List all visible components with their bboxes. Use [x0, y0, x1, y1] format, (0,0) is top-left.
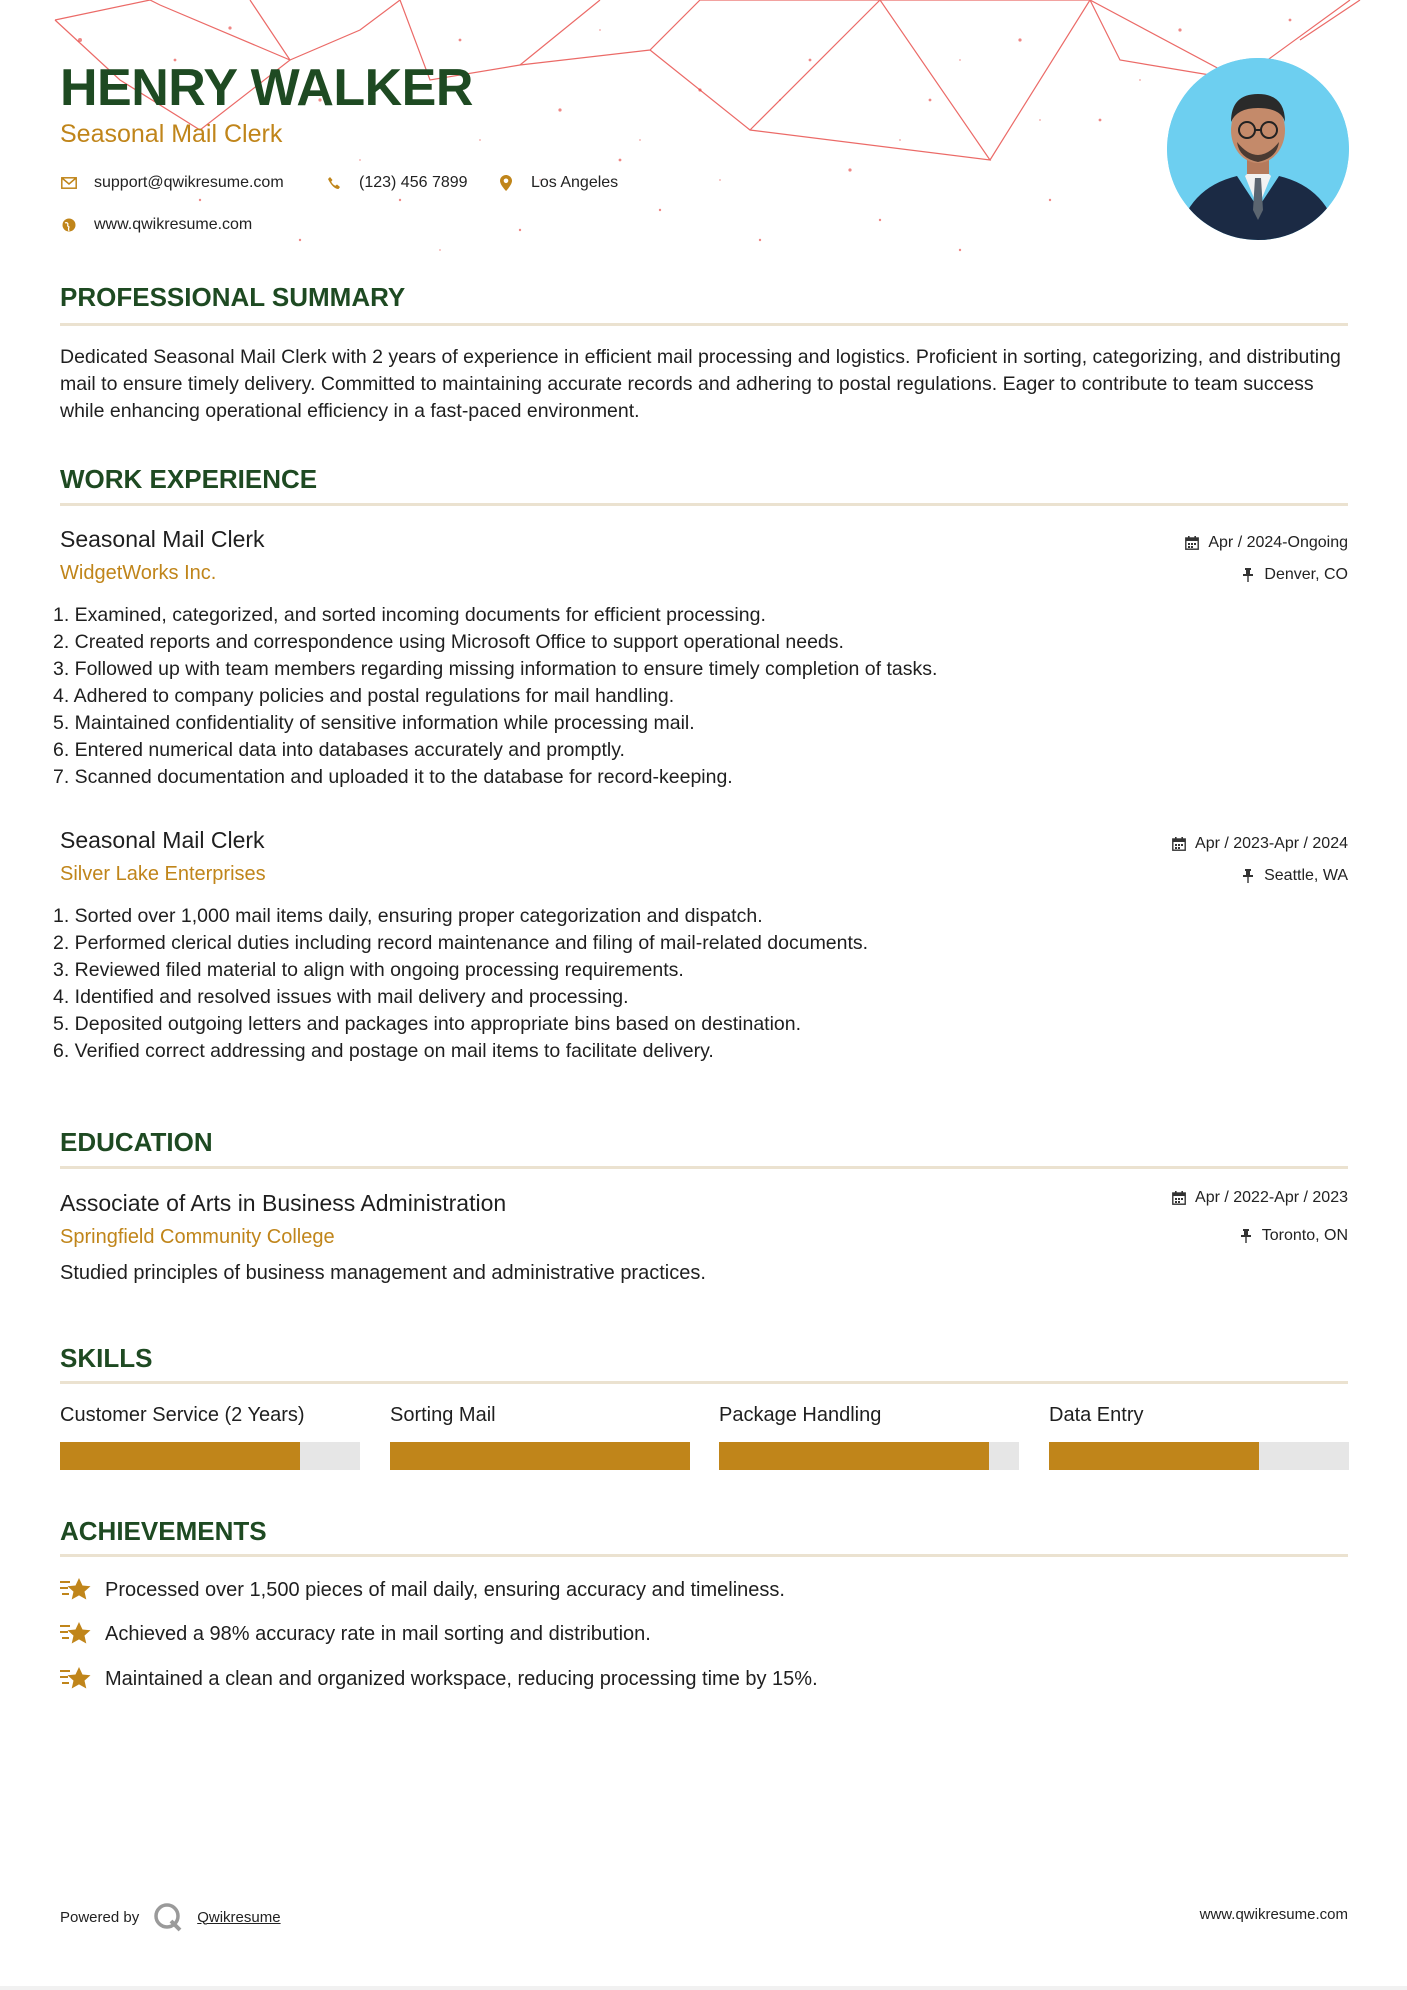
education-description: Studied principles of business management and administrative practices. [60, 1262, 706, 1284]
email-text[interactable]: support@qwikresume.com [94, 174, 284, 191]
achievement-star-icon [60, 1576, 92, 1604]
education-location [1238, 1227, 1348, 1245]
candidate-name: HENRY WALKER [60, 59, 473, 117]
experience-divider [60, 503, 1348, 506]
skill-name: Package Handling [719, 1404, 882, 1426]
skill-level-fill [719, 1442, 989, 1470]
skill-level-fill [1049, 1442, 1259, 1470]
skill-bar [60, 1442, 360, 1470]
education-dates [1171, 1189, 1348, 1207]
candidate-role: Seasonal Mail Clerk [60, 120, 283, 148]
list-item: 4. Adhered to company policies and postal regulations for mail handling. [53, 685, 675, 707]
skill-item [719, 1404, 1019, 1434]
skill-item [1049, 1404, 1349, 1434]
footer-divider [0, 1986, 1407, 1990]
pushpin-icon [1238, 1228, 1254, 1244]
job-dates-text: Apr / 2024-Ongoing [1208, 534, 1348, 551]
list-item: 7. Scanned documentation and uploaded it to the database for record-keeping. [53, 766, 733, 788]
list-item: 3. Reviewed filed material to align with ongoing processing requirements. [53, 959, 684, 981]
list-item: 2. Created reports and correspondence using Microsoft Office to support operational needs. [53, 631, 844, 653]
website-text[interactable]: www.qwikresume.com [94, 216, 253, 233]
globe-icon [60, 216, 78, 234]
list-item: 5. Deposited outgoing letters and packages into appropriate bins based on destination. [53, 1013, 802, 1035]
job-dates-text: Apr / 2023-Apr / 2024 [1195, 835, 1348, 852]
list-item: 4. Identified and resolved issues with mail delivery and processing. [53, 986, 629, 1008]
summary-divider [60, 323, 1348, 326]
job-location [1240, 566, 1348, 584]
experience-heading: WORK EXPERIENCE [60, 464, 318, 494]
list-item: 6. Verified correct addressing and postage on mail items to facilitate delivery. [53, 1040, 714, 1062]
contact-phone[interactable] [325, 174, 468, 192]
achievement-item [60, 1620, 651, 1648]
qwikresume-logo-icon [153, 1902, 183, 1932]
pushpin-icon [1240, 567, 1256, 583]
list-item: 5. Maintained confidentiality of sensitive information while processing mail. [53, 712, 695, 734]
job-location [1240, 867, 1348, 885]
job-company: WidgetWorks Inc. [60, 562, 217, 584]
education-heading: EDUCATION [60, 1127, 213, 1157]
footer-website[interactable]: www.qwikresume.com [1199, 1906, 1348, 1923]
calendar-icon [1171, 836, 1187, 852]
phone-icon [325, 174, 343, 192]
summary-heading: PROFESSIONAL SUMMARY [60, 282, 406, 312]
education-location-text: Toronto, ON [1261, 1227, 1348, 1244]
contact-email[interactable] [60, 174, 284, 192]
location-text: Los Angeles [531, 174, 619, 191]
profile-photo [1167, 58, 1349, 240]
footer-powered-by [60, 1902, 281, 1932]
calendar-icon [1184, 535, 1200, 551]
skill-bar [1049, 1442, 1349, 1470]
school-name: Springfield Community College [60, 1226, 335, 1248]
skills-divider [60, 1381, 1348, 1384]
achievement-star-icon [60, 1665, 92, 1693]
achievement-item [60, 1576, 785, 1604]
list-item: 1. Sorted over 1,000 mail items daily, ensuring proper categorization and dispatch. [53, 905, 763, 927]
skill-item [390, 1404, 690, 1434]
skill-bar [390, 1442, 690, 1470]
job-dates [1171, 835, 1348, 853]
job-location-text: Seattle, WA [1264, 867, 1348, 884]
contact-website[interactable] [60, 216, 252, 234]
degree-title: Associate of Arts in Business Administration [60, 1190, 507, 1216]
skill-item [60, 1404, 360, 1434]
list-item: 1. Examined, categorized, and sorted incoming documents for efficient processing. [53, 604, 766, 626]
achievement-text: Processed over 1,500 pieces of mail daily, ensuring accuracy and timeliness. [105, 1578, 785, 1601]
job-title: Seasonal Mail Clerk [60, 526, 265, 552]
achievements-heading: ACHIEVEMENTS [60, 1516, 267, 1546]
pushpin-icon [1240, 868, 1256, 884]
achievement-star-icon [60, 1620, 92, 1648]
calendar-icon [1171, 1190, 1187, 1206]
education-divider [60, 1166, 1348, 1169]
skill-level-fill [60, 1442, 300, 1470]
contact-location [497, 174, 618, 192]
job-title: Seasonal Mail Clerk [60, 827, 265, 853]
list-item: 3. Followed up with team members regarding missing information to ensure timely completion of tasks. [53, 658, 938, 680]
list-item: 2. Performed clerical duties including record maintenance and filing of mail-related documents. [53, 932, 869, 954]
skill-name: Customer Service (2 Years) [60, 1404, 305, 1426]
achievement-text: Maintained a clean and organized workspace, reducing processing time by 15%. [105, 1667, 818, 1690]
skill-name: Sorting Mail [390, 1404, 496, 1426]
skill-bar [719, 1442, 1019, 1470]
phone-text[interactable]: (123) 456 7899 [359, 174, 468, 191]
skill-level-fill [390, 1442, 690, 1470]
education-dates-text: Apr / 2022-Apr / 2023 [1195, 1189, 1348, 1206]
achievements-divider [60, 1554, 1348, 1557]
achievement-text: Achieved a 98% accuracy rate in mail sorting and distribution. [105, 1622, 651, 1645]
brand-link[interactable]: Qwikresume [197, 1908, 281, 1926]
job-bullets [53, 602, 1343, 791]
job-location-text: Denver, CO [1264, 566, 1348, 583]
summary-text: Dedicated Seasonal Mail Clerk with 2 years of experience in efficient mail processing and logistics. Proficient in sorting, categorizing, and distributing mail to ensure timely delivery. Committed to maintaining accurate records and adhering to postal regulations. Eager to contribute to team success while enhancing operational efficiency in a fast-paced environment. [60, 346, 1341, 422]
skills-heading: SKILLS [60, 1343, 153, 1373]
job-bullets [53, 903, 1343, 1065]
achievement-item [60, 1665, 818, 1693]
job-dates [1184, 534, 1348, 552]
skill-name: Data Entry [1049, 1404, 1144, 1426]
job-company: Silver Lake Enterprises [60, 863, 266, 885]
envelope-icon [60, 174, 78, 192]
powered-by-label: Powered by [60, 1908, 140, 1926]
location-pin-icon [497, 174, 515, 192]
list-item: 6. Entered numerical data into databases accurately and promptly. [53, 739, 625, 761]
